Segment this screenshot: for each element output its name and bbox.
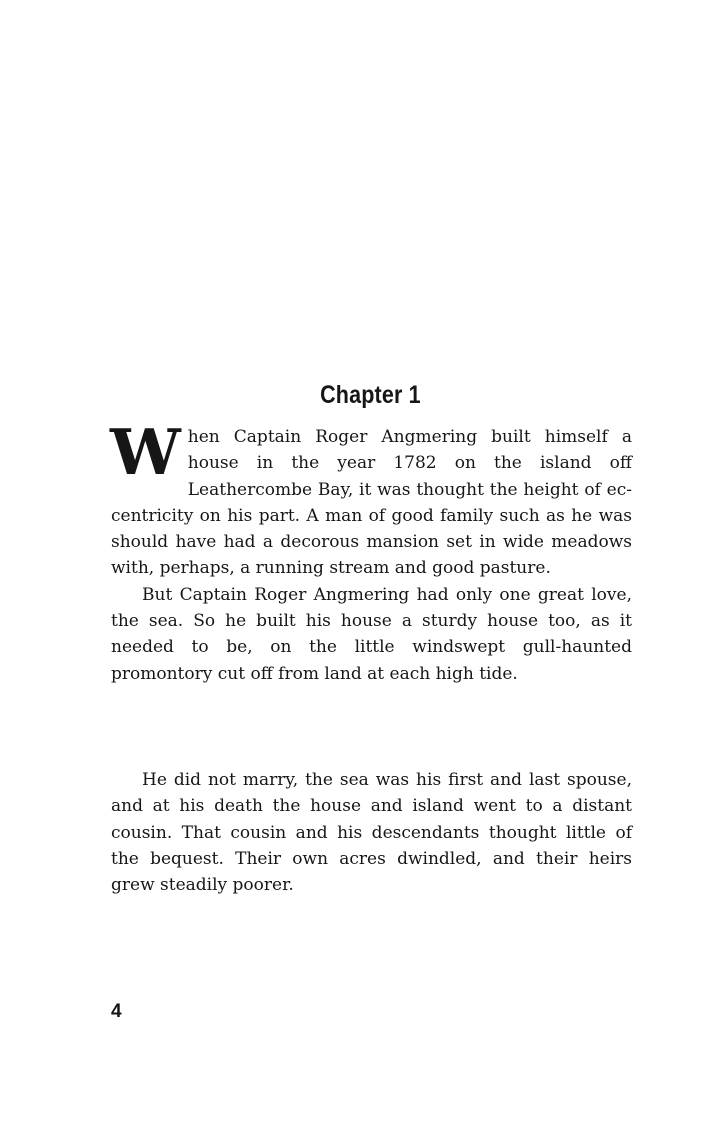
drop-cap: W — [110, 415, 180, 489]
page-number: 4 — [111, 1001, 122, 1022]
paragraph-1 — [110, 415, 632, 582]
text-block-lower — [111, 767, 632, 898]
text-block-upper — [110, 415, 632, 687]
chapter-title: Chapter 1 — [320, 381, 421, 409]
paragraph-3: He did not marry, the sea was his first and last spouse, and at his death the house and island went to a distant cousin. That cousin and his descendants thought little of the bequest. Their own acres dwindled, and their heirs grew steadily poorer. — [111, 770, 632, 896]
paragraph-2: But Captain Roger Angmering had only one great love, the sea. So he built his house a sturdy house too, as it needed to be, on the little windswept gull-haunted promontory cut off from land at each high tide. — [111, 584, 632, 684]
paragraph-1-text: hen Captain Roger Angmering built himself a house in the year 1782 on the island off Leathercombe Bay, it was thought the height of eccentricity on his part. A man of good family such as he was should have had a decorous mansion set in wide meadows with, perhaps, a running stream and good pasture. — [111, 427, 632, 579]
